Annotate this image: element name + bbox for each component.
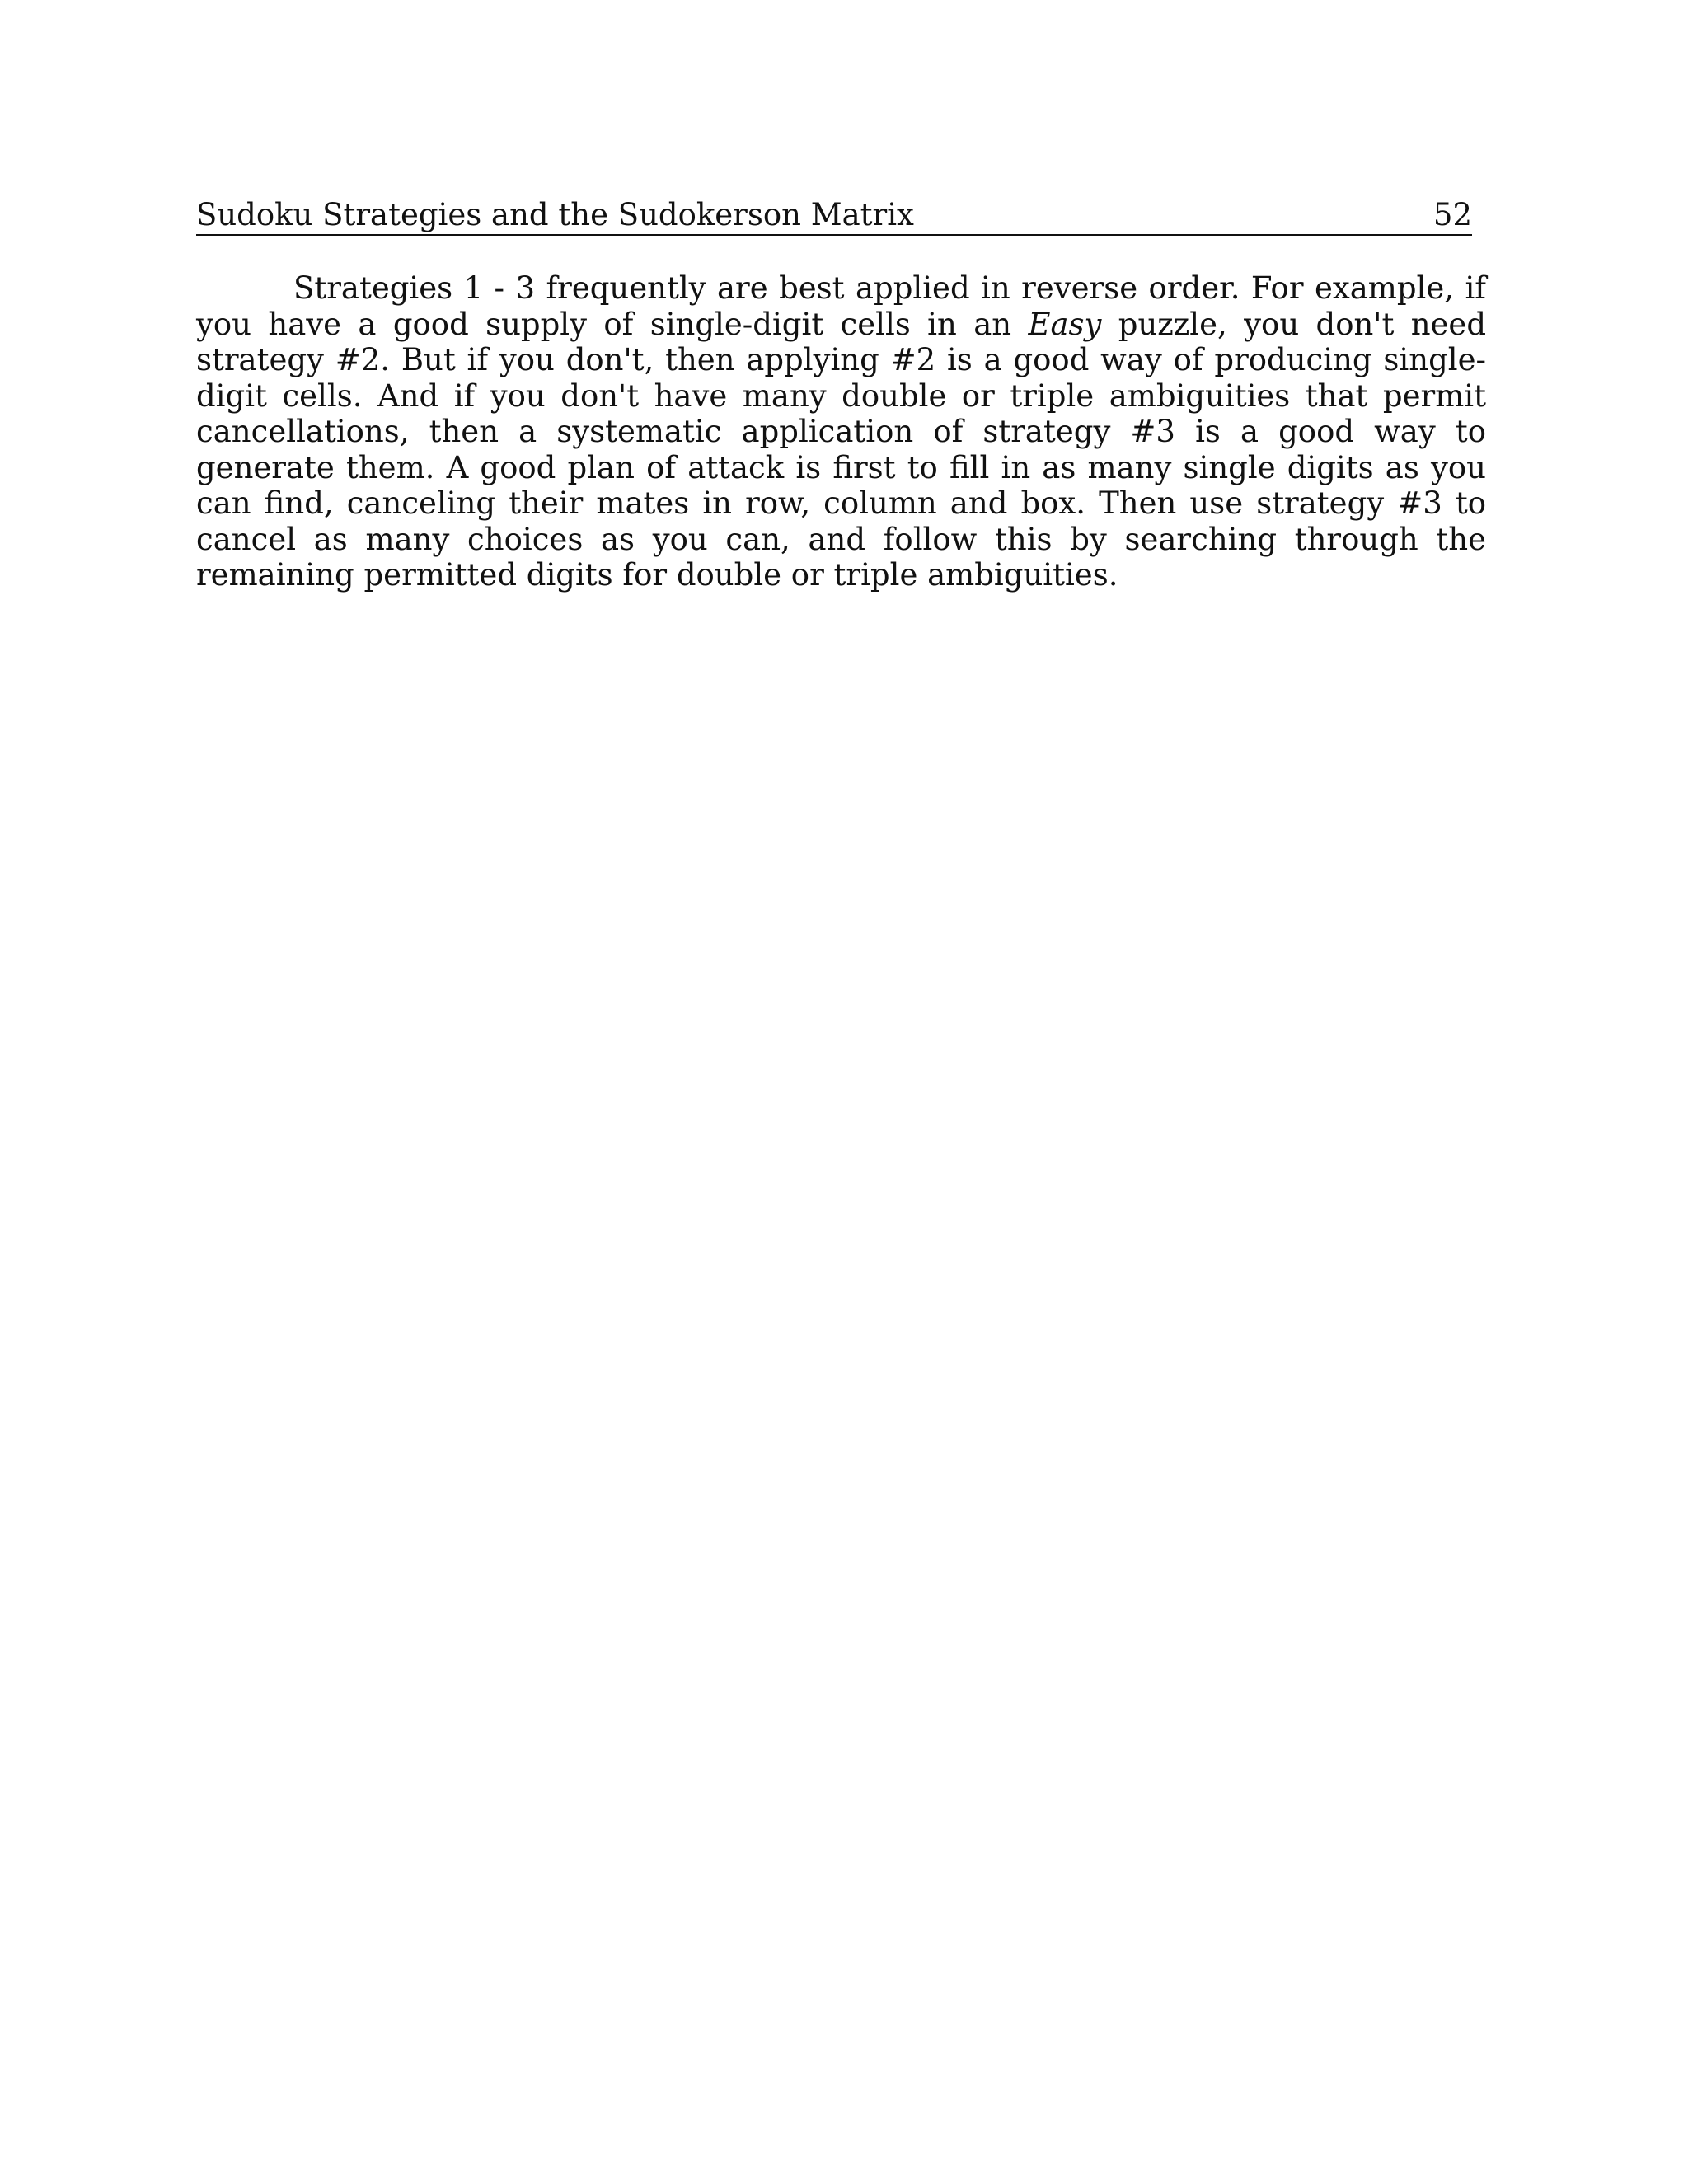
page-number: 52 bbox=[1432, 197, 1472, 232]
body-paragraph bbox=[196, 270, 1486, 593]
paragraph-text-part1: Strategies 1 - 3 frequently are best applied in reverse order. For example, if you have a good supply of single-digit cells in an bbox=[196, 270, 1486, 342]
emphasized-word: Easy bbox=[1028, 306, 1102, 342]
running-header bbox=[196, 196, 1472, 236]
paragraph-text-part2: puzzle, you don't need strategy #2. But if you don't, then applying #2 is a good way of producing single-digit cells. And if you don't have many double or triple ambiguities that permit cancellations, then a systematic application of strategy #3 is a good way to generate them. A good plan of attack is first to fill in as many single digits as you can find, canceling their mates in row, column and box. Then use strategy #3 to cancel as many choices as you can, and follow this by searching through the remaining permitted digits for double or triple ambiguities. bbox=[196, 306, 1487, 593]
header-title: Sudoku Strategies and the Sudokerson Matrix bbox=[196, 197, 914, 232]
